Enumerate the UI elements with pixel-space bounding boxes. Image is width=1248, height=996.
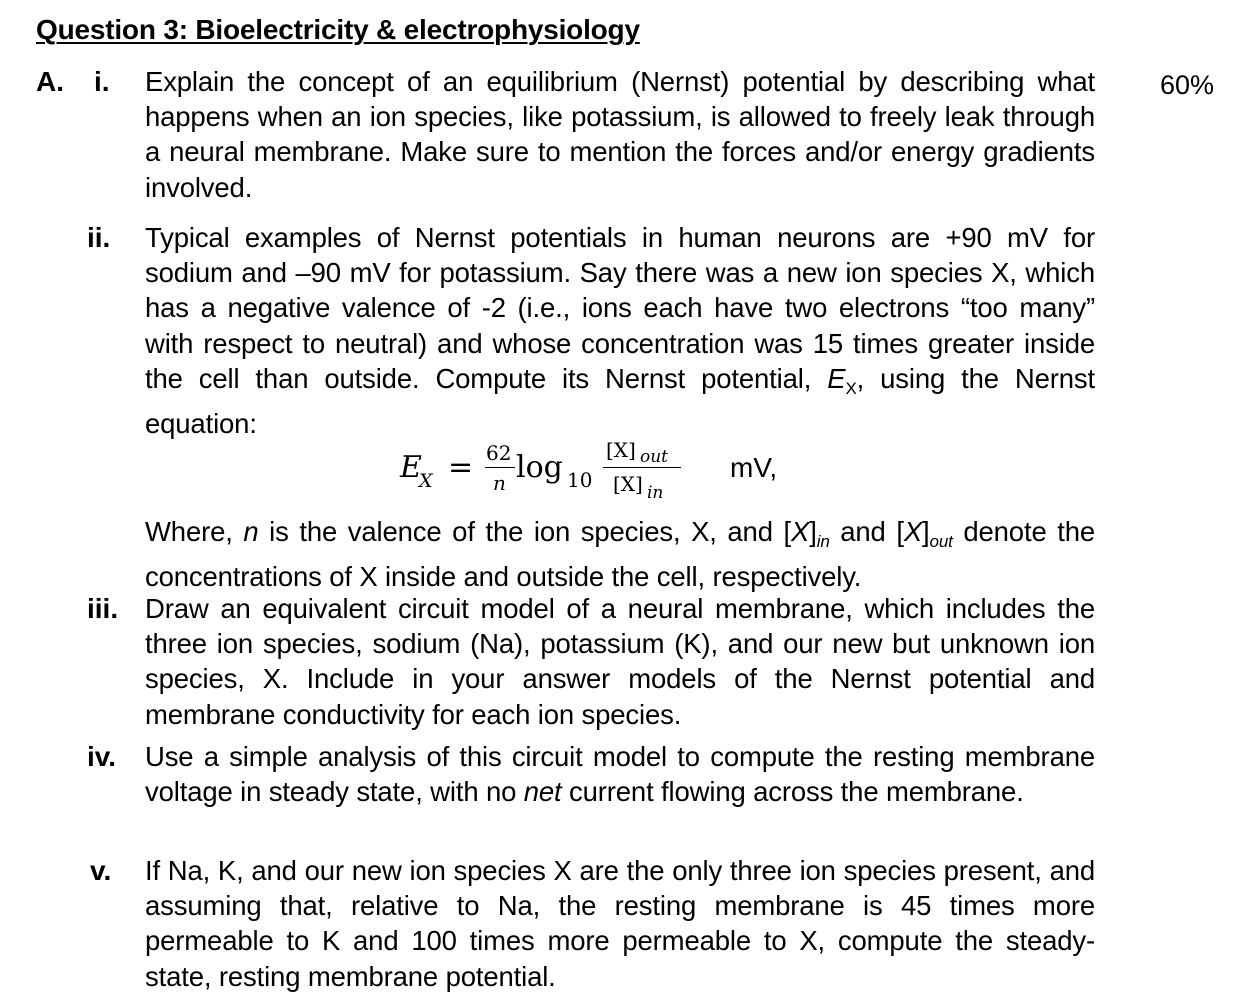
where-text-1: Where, [145,516,244,547]
where-bracket-1: ] [809,516,817,547]
eq-frac-den-sub: in [647,483,664,503]
item-numeral-iii: iii. [87,593,119,624]
where-x-2: X [903,516,923,547]
item-text-iv [145,739,1095,809]
item-text-v: If Na, K, and our new ion species X are the only three ion species present, and assuming that, relative to Na, the resting membrane is 45 times more permeable to K and 100 times more permeable to X, compute the steady-state, resting membrane potential. [145,855,1095,992]
eq-coef-den: n [493,471,506,495]
eq-frac-num-sub: out [640,447,669,467]
where-bracket-2: ] [922,516,930,547]
eq-frac-line [603,467,681,468]
item-text-ii-part-a: Typical examples of Nernst potentials in human neurons are +90 mV for sodium and –90 mV for potassium. Say there was a new ion species X, which has a negative valence of -2 (i.e., ions each have two electrons “too many” with respect to neutral) and whose concentration was 15 times greater inside the cell than outside. Compute its Nernst potential, [145,222,1095,394]
section-label: A. [36,66,64,97]
nernst-symbol [827,362,857,398]
where-x-1: X [790,516,810,547]
item-numeral-ii: ii. [87,222,111,253]
eq-equals: = [448,450,474,485]
item-numeral-iv: iv. [87,741,117,772]
where-text-2: is the valence of the ion species, X, and [ [258,516,791,547]
symbol-e: E [827,362,846,394]
item-text-iv-part-a: Use a simple analysis of this circuit model to compute the resting membrane voltage in steady state, with no [145,741,1095,808]
item-numeral-i: i. [94,66,110,97]
where-text-6: denote the concentrations of X inside and outside the cell, respectively. [145,516,1096,593]
eq-log: log [516,450,563,485]
where-text-4: and [ [829,516,904,547]
question-heading: Question 3: Bioelectricity & electrophysiology [36,14,640,45]
eq-lhs-sub: X [419,470,433,492]
eq-coef-num: 62 [486,441,512,465]
eq-frac-den: [X] [613,472,643,496]
where-n: n [243,516,259,547]
marks-percentage: 60% [1160,70,1215,100]
item-text-iii: Draw an equivalent circuit model of a neural membrane, which includes the three ion species, sodium (Na), potassium (K), and our new but unknown ion species, X. Include in your answer models of the Nernst potential and membrane conductivity for each ion species. [145,593,1095,730]
eq-log-base: 10 [567,468,593,492]
eq-lhs: E [400,450,422,485]
where-sub-out: out [929,532,953,551]
item-text-ii-part-b: , using the Nernst equation: [145,362,1095,440]
where-sub-in: in [816,532,830,551]
item-text-ii-where [145,514,1095,594]
eq-frac-num: [X] [606,438,636,462]
item-text-iv-part-b: current flowing across the membrane. [561,776,1024,808]
item-text-i: Explain the concept of an equilibrium (Nernst) potential by describing what happens when an ion species, like potassium, is allowed to freely leak through a neural membrane. Make sure to mention the forces and/or energy gradients involved. [145,66,1095,203]
item-text-iv-emphasis: net [523,776,562,808]
symbol-x-subscript: X [845,378,857,398]
eq-unit: mV, [730,452,778,483]
item-numeral-v: v. [90,855,112,886]
eq-coef-line [485,467,515,468]
item-text-ii [145,220,1095,441]
